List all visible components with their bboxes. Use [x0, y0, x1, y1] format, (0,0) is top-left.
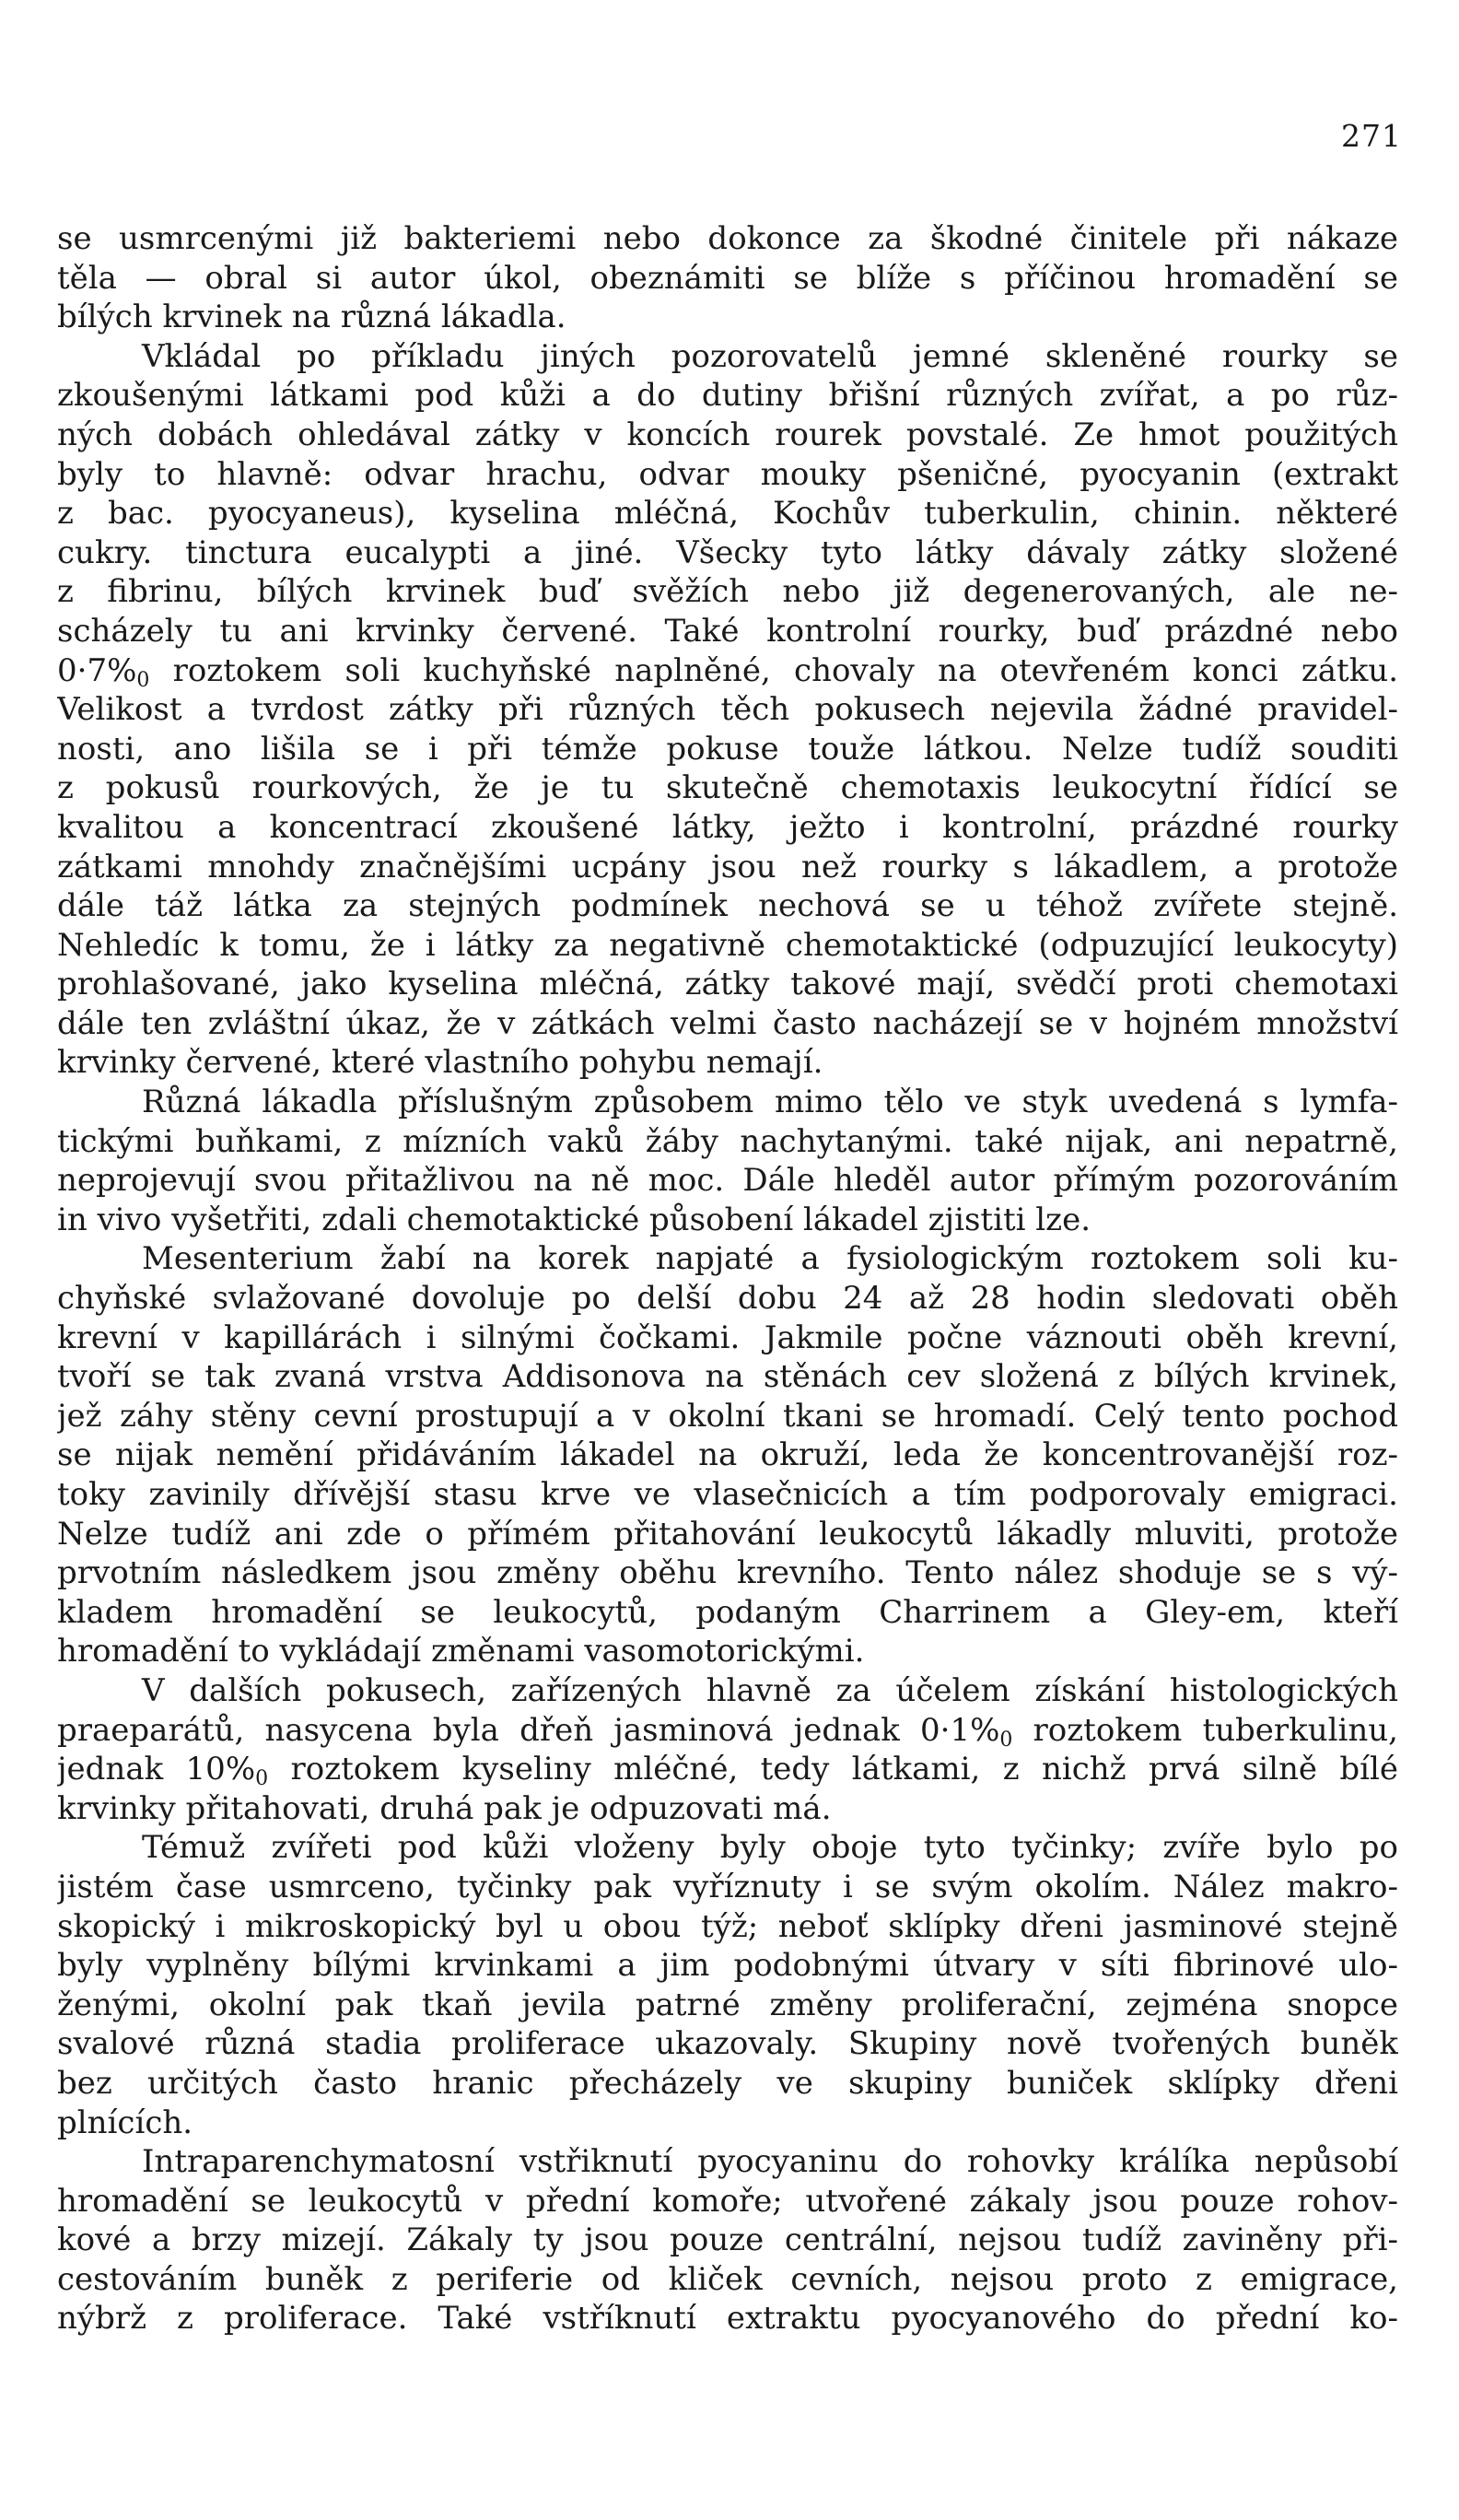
text-line — [57, 259, 1398, 299]
text-line — [57, 572, 1398, 612]
text-line — [57, 1515, 1398, 1554]
text-line-content: toky zavinily dřívější stasu krve ve vlasečnicích a tím podporovaly emigraci. — [57, 1476, 1398, 1513]
text-line-content: Nelze tudíž ani zde o přímém přitahování leukocytů lákadly mluviti, protože — [57, 1515, 1398, 1553]
text-line-content: krvinky přitahovati, druhá pak je odpuzovati má. — [57, 1789, 832, 1827]
text-line-content: Nehledíc k tomu, že i látky za negativně chemotaktické (odpuzující leukocyty) — [57, 926, 1398, 964]
text-line-content: jednak 10% — [57, 1751, 256, 1788]
text-line — [57, 1397, 1398, 1436]
text-line-continuation: roztokem kyseliny mléčné, tedy látkami, z nichž prvá silně bílé — [268, 1751, 1398, 1788]
text-line — [57, 1671, 1398, 1711]
text-line — [57, 1986, 1398, 2025]
text-line-content: scházely tu ani krvinky červené. Také kontrolní rourky, buď prázdné nebo — [57, 612, 1398, 650]
text-line — [57, 416, 1398, 455]
text-line-content: byly to hlavně: odvar hrachu, odvar mouky pšeničné, pyocyanin (extrakt — [57, 455, 1398, 493]
text-line — [57, 533, 1398, 573]
text-line — [57, 1553, 1398, 1593]
text-line — [57, 1946, 1398, 1986]
text-line-content: z pokusů rourkových, že je tu skutečně chemotaxis leukocytní řídící se — [57, 769, 1398, 807]
text-line-content: nýbrž z proliferace. Také vstříknutí extraktu pyocyanového do přední ko- — [57, 2300, 1398, 2338]
text-line-content: tickými buňkami, z mízních vaků žáby nachytanými. také nijak, ani nepatrně, — [57, 1122, 1398, 1160]
text-line-content: V dalších pokusech, zařízených hlavně za účelem získání histologických — [142, 1671, 1398, 1709]
percent-subscript: 0 — [255, 1767, 269, 1789]
text-line — [57, 651, 1398, 691]
percent-subscript: 0 — [136, 668, 150, 691]
text-line — [57, 2024, 1398, 2064]
text-line — [57, 2104, 1398, 2143]
text-line — [57, 768, 1398, 808]
text-line-content: 0·7% — [57, 651, 137, 689]
text-line-content: z bac. pyocyaneus), kyselina mléčná, Kochův tuberkulin, chinin. některé — [57, 495, 1398, 533]
text-line — [57, 1122, 1398, 1162]
text-line — [57, 965, 1398, 1004]
text-line — [57, 2064, 1398, 2104]
text-line — [57, 2142, 1398, 2182]
body-text — [57, 219, 1398, 2338]
text-line — [57, 2260, 1398, 2300]
text-line — [57, 2221, 1398, 2260]
text-line — [57, 1593, 1398, 1633]
text-line-content: těla — obral si autor úkol, obeznámiti se blíže s příčinou hromadění se — [57, 259, 1398, 297]
text-line-content: kové a brzy mizejí. Zákaly ty jsou pouze centrální, nejsou tudíž zaviněny při- — [57, 2221, 1398, 2259]
text-line — [57, 1868, 1398, 1907]
text-line — [57, 1043, 1398, 1083]
text-line-content: plnících. — [57, 2104, 193, 2141]
text-line — [57, 376, 1398, 416]
text-line — [57, 337, 1398, 377]
text-line — [57, 1161, 1398, 1201]
text-line-content: prohlašované, jako kyselina mléčná, zátky takové mají, svědčí proti chemotaxi — [57, 966, 1398, 1003]
text-line-content: Vkládal po příkladu jiných pozorovatelů jemné skleněné rourky se — [142, 337, 1398, 375]
text-line — [57, 1711, 1398, 1751]
text-line-content: hromadění se leukocytů v přední komoře; utvořené zákaly jsou pouze rohov- — [57, 2182, 1398, 2220]
text-line — [57, 1239, 1398, 1279]
text-line — [57, 612, 1398, 651]
text-line — [57, 1907, 1398, 1947]
text-line-content: prvotním následkem jsou změny oběhu krevního. Tento nález shoduje se s vý- — [57, 1554, 1398, 1592]
text-line-content: byly vyplněny bílými krvinkami a jim podobnými útvary v síti fibrinové ulo- — [57, 1947, 1398, 1985]
text-line-content: in vivo vyšetřiti, zdali chemotaktické působení lákadel zjistiti lze. — [57, 1201, 1091, 1238]
text-line-content: bez určitých často hranic přecházely ve skupiny buniček sklípky dřeni — [57, 2064, 1398, 2102]
text-line — [57, 1357, 1398, 1397]
text-line-content: dále ten zvláštní úkaz, že v zátkách velmi často nacházejí se v hojném množství — [57, 1004, 1398, 1042]
text-line — [57, 1201, 1398, 1240]
page-number: 271 — [1341, 118, 1402, 154]
text-line-content: ženými, okolní pak tkaň jevila patrné změny proliferační, zejména snopce — [57, 1986, 1398, 2023]
text-line — [57, 2182, 1398, 2221]
text-line-content: Různá lákadla příslušným způsobem mimo tělo ve styk uvedená s lymfa- — [142, 1084, 1398, 1121]
text-line-content: tvoří se tak zvaná vrstva Addisonova na stěnách cev složená z bílých krvinek, — [57, 1358, 1398, 1396]
text-line — [57, 1436, 1398, 1475]
text-line-content: krvinky červené, které vlastního pohybu nemají. — [57, 1044, 823, 1082]
text-line-content: zátkami mnohdy značnějšími ucpány jsou než rourky s lákadlem, a protože — [57, 848, 1398, 885]
text-line-content: se nijak nemění přidáváním lákadel na okruží, leda že koncentrovanější roz- — [57, 1436, 1398, 1474]
text-line — [57, 494, 1398, 533]
text-line-continuation: roztokem soli kuchyňské naplněné, chovaly na otevřeném konci zátku. — [149, 651, 1398, 689]
text-line-continuation: roztokem tuberkulinu, — [1012, 1711, 1398, 1749]
text-line-content: kladem hromadění se leukocytů, podaným Charrinem a Gley-em, kteří — [57, 1593, 1398, 1631]
text-line-content: chyňské svlažované dovoluje po delší dobu 24 až 28 hodin sledovati oběh — [57, 1280, 1398, 1318]
text-line — [57, 1750, 1398, 1789]
text-line-content: cestováním buněk z periferie od kliček cevních, nejsou proto z emigrace, — [57, 2260, 1398, 2298]
text-line-content: Mesenterium žabí na korek napjaté a fysiologickým roztokem soli ku- — [142, 1240, 1398, 1278]
text-line — [57, 1632, 1398, 1671]
text-line-content: zkoušenými látkami pod kůži a do dutiny břišní různých zvířat, a po růz- — [57, 377, 1398, 415]
text-line-content: se usmrcenými již bakteriemi nebo dokonce za škodné činitele při nákaze — [57, 220, 1398, 257]
text-line — [57, 926, 1398, 966]
text-line-content: Témuž zvířeti pod kůži vloženy byly obojе tyto tyčinky; zvíře bylo po — [142, 1829, 1398, 1867]
text-line-content: praeparátů, nasycena byla dřeň jasminová jednak 0·1% — [57, 1711, 1000, 1749]
text-line — [57, 730, 1398, 769]
text-line-content: Velikost a tvrdost zátky při různých těch pokusech nejevila žádné pravidel- — [57, 691, 1398, 729]
text-line-content: neprojevují svou přitažlivou na ně moc. Dále hleděl autor přímým pozorováním — [57, 1162, 1398, 1200]
text-line — [57, 1004, 1398, 1044]
text-line-content: krevní v kapillárách i silnými čočkami. Jakmile počne váznouti oběh krevní, — [57, 1319, 1398, 1356]
text-line-content: nosti, ano lišila se i při témže pokuse touže látkou. Nelze tudíž souditi — [57, 730, 1398, 768]
text-line-content: jistém čase usmrceno, tyčinky pak vyříznuty i se svým okolím. Nález makro- — [57, 1868, 1398, 1905]
text-line — [57, 848, 1398, 887]
text-line-content: dále táž látka za stejných podmínek nechová se u téhož zvířete stejně. — [57, 887, 1398, 925]
text-line-content: ných dobách ohledával zátky v koncích rourek povstalé. Ze hmot použitých — [57, 416, 1398, 453]
text-line-content: bílých krvinek na různá lákadla. — [57, 299, 566, 336]
text-line-content: Intraparenchymatosní vstřiknutí pyocyaninu do rohovky králíka nepůsobí — [142, 2143, 1398, 2181]
text-line — [57, 690, 1398, 730]
text-line — [57, 1083, 1398, 1122]
text-line — [57, 1789, 1398, 1829]
text-line — [57, 455, 1398, 495]
percent-subscript: 0 — [999, 1728, 1013, 1751]
text-line — [57, 808, 1398, 848]
text-line-content: skopický i mikroskopický byl u obou týž; neboť sklípky dřeni jasminové stejně — [57, 1907, 1398, 1945]
text-line-content: svalové různá stadia proliferace ukazovaly. Skupiny nově tvořených buněk — [57, 2025, 1398, 2063]
text-line-content: jež záhy stěny cevní prostupují a v okolní tkani se hromadí. Celý tento pochod — [57, 1397, 1398, 1435]
text-line-content: kvalitou a koncentrací zkoušené látky, ježto i kontrolní, prázdné rourky — [57, 808, 1398, 846]
text-line-content: hromadění to vykládají změnami vasomotorickými. — [57, 1633, 865, 1670]
text-line — [57, 298, 1398, 337]
text-line — [57, 219, 1398, 259]
text-line-content: z fibrinu, bílých krvinek buď svěžích nebo již degenerovaných, ale ne- — [57, 573, 1398, 611]
text-line — [57, 886, 1398, 926]
text-line — [57, 1279, 1398, 1319]
text-line — [57, 2299, 1398, 2338]
text-line — [57, 1475, 1398, 1515]
text-line — [57, 1319, 1398, 1358]
text-line-content: cukry. tinctura eucalypti a jiné. Všecky tyto látky dávaly zátky složené — [57, 533, 1398, 571]
text-line — [57, 1828, 1398, 1868]
